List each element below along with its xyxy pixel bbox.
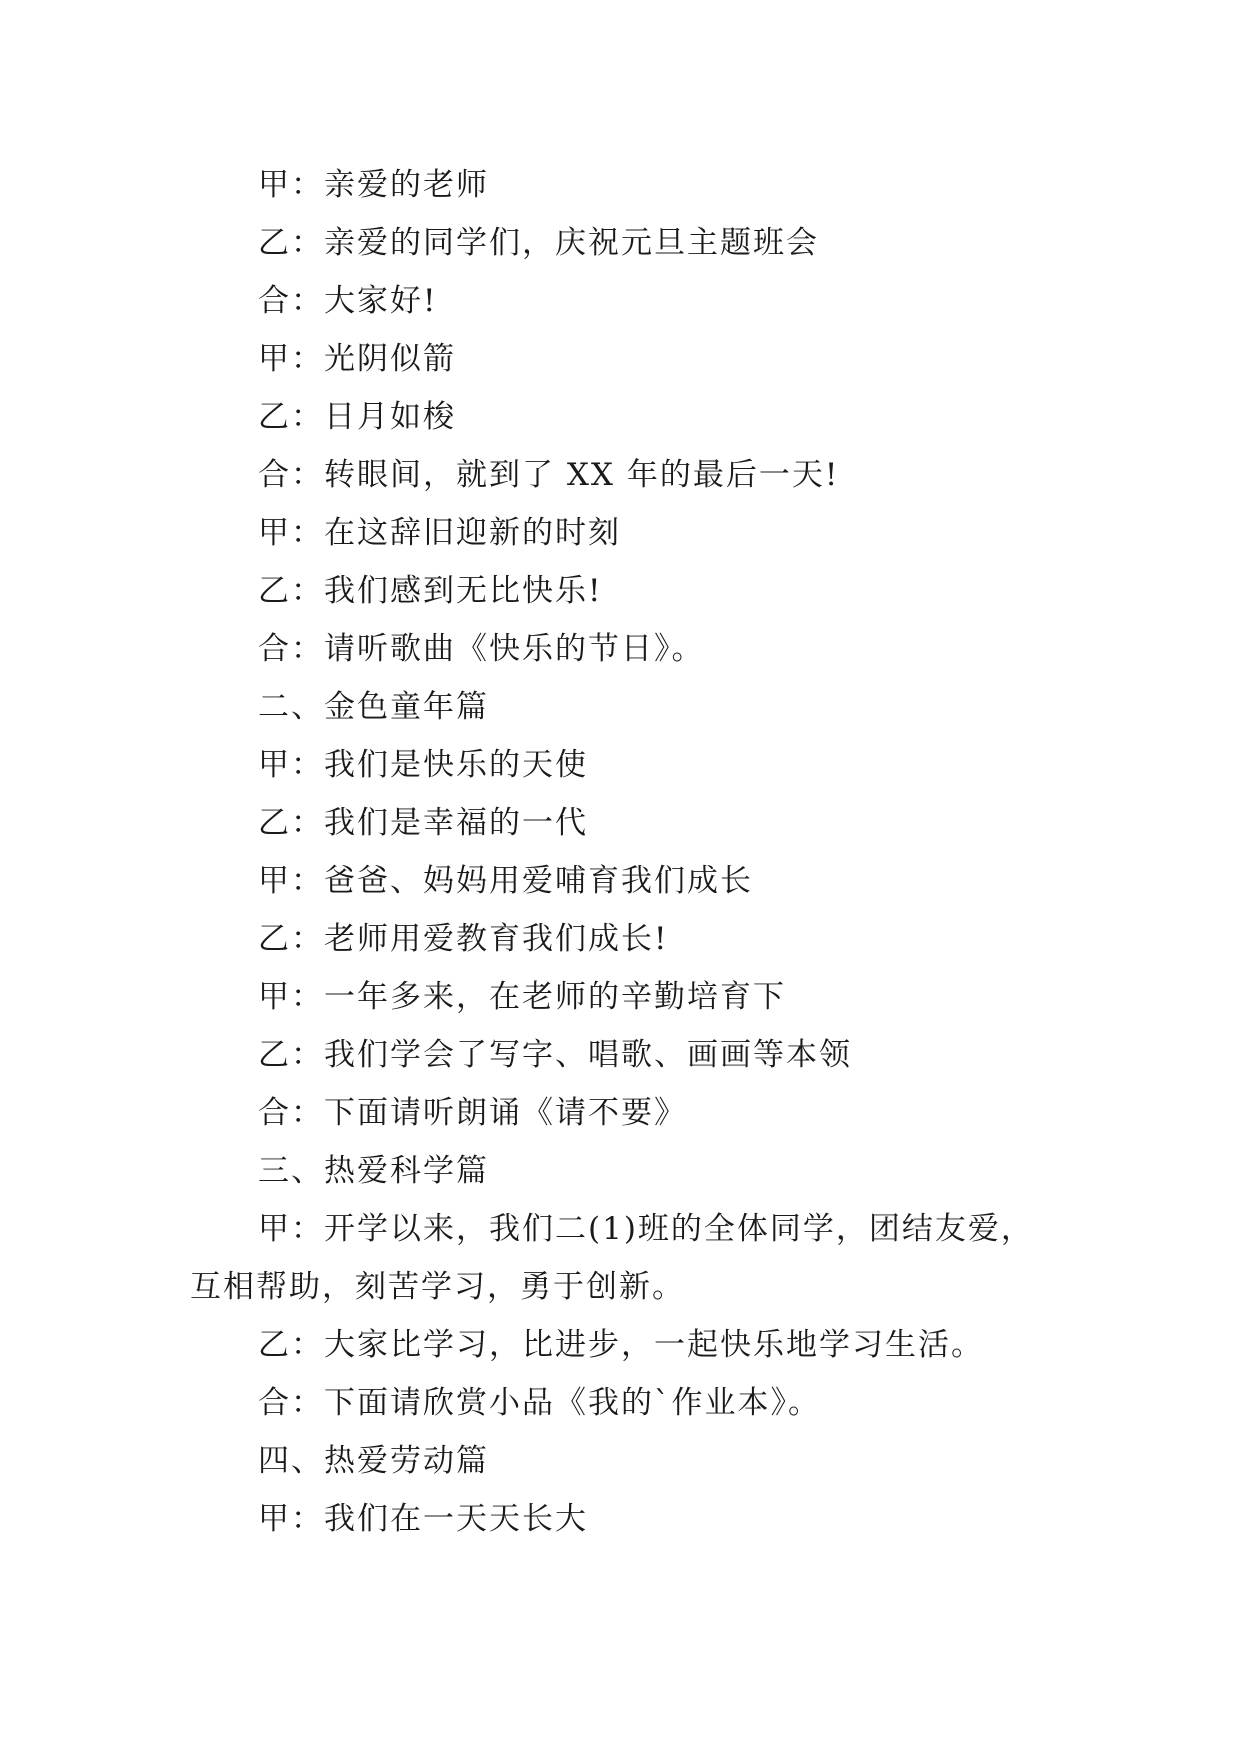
- section-heading: 四、热爱劳动篇: [258, 1443, 489, 1479]
- dialogue-line: 合：下面请听朗诵《请不要》: [258, 1095, 687, 1131]
- dialogue-line: 合：下面请欣赏小品《我的`作业本》。: [258, 1385, 821, 1421]
- dialogue-line: 甲：亲爱的老师: [258, 167, 489, 203]
- dialogue-line: 甲：我们是快乐的天使: [258, 747, 588, 783]
- dialogue-line: 甲：我们在一天天长大: [258, 1501, 588, 1537]
- dialogue-line: 乙：老师用爱教育我们成长!: [258, 921, 669, 957]
- dialogue-line: 甲：光阴似箭: [258, 341, 456, 377]
- dialogue-line: 合：转眼间，就到了 XX 年的最后一天!: [258, 457, 840, 493]
- section-heading: 二、金色童年篇: [258, 689, 489, 725]
- dialogue-line: 乙：我们感到无比快乐!: [258, 573, 603, 609]
- dialogue-line: 甲：一年多来，在老师的辛勤培育下: [258, 979, 786, 1015]
- document-body: [190, 156, 1060, 1548]
- dialogue-paragraph: 甲：开学以来，我们二(1)班的全体同学，团结友爱，互相帮助，刻苦学习，勇于创新。: [190, 1211, 1034, 1305]
- section-heading: 三、热爱科学篇: [258, 1153, 489, 1189]
- dialogue-line: 甲：在这辞旧迎新的时刻: [258, 515, 621, 551]
- dialogue-line: 乙：日月如梭: [258, 399, 456, 435]
- dialogue-line: 乙：亲爱的同学们，庆祝元旦主题班会: [258, 225, 819, 261]
- dialogue-line: 乙：我们是幸福的一代: [258, 805, 588, 841]
- dialogue-line: 乙：我们学会了写字、唱歌、画画等本领: [258, 1037, 852, 1073]
- dialogue-line: 乙：大家比学习，比进步，一起快乐地学习生活。: [258, 1327, 984, 1363]
- dialogue-line: 合：大家好!: [258, 283, 438, 319]
- dialogue-line: 合：请听歌曲《快乐的节日》。: [258, 631, 705, 667]
- dialogue-line: 甲：爸爸、妈妈用爱哺育我们成长: [258, 863, 753, 899]
